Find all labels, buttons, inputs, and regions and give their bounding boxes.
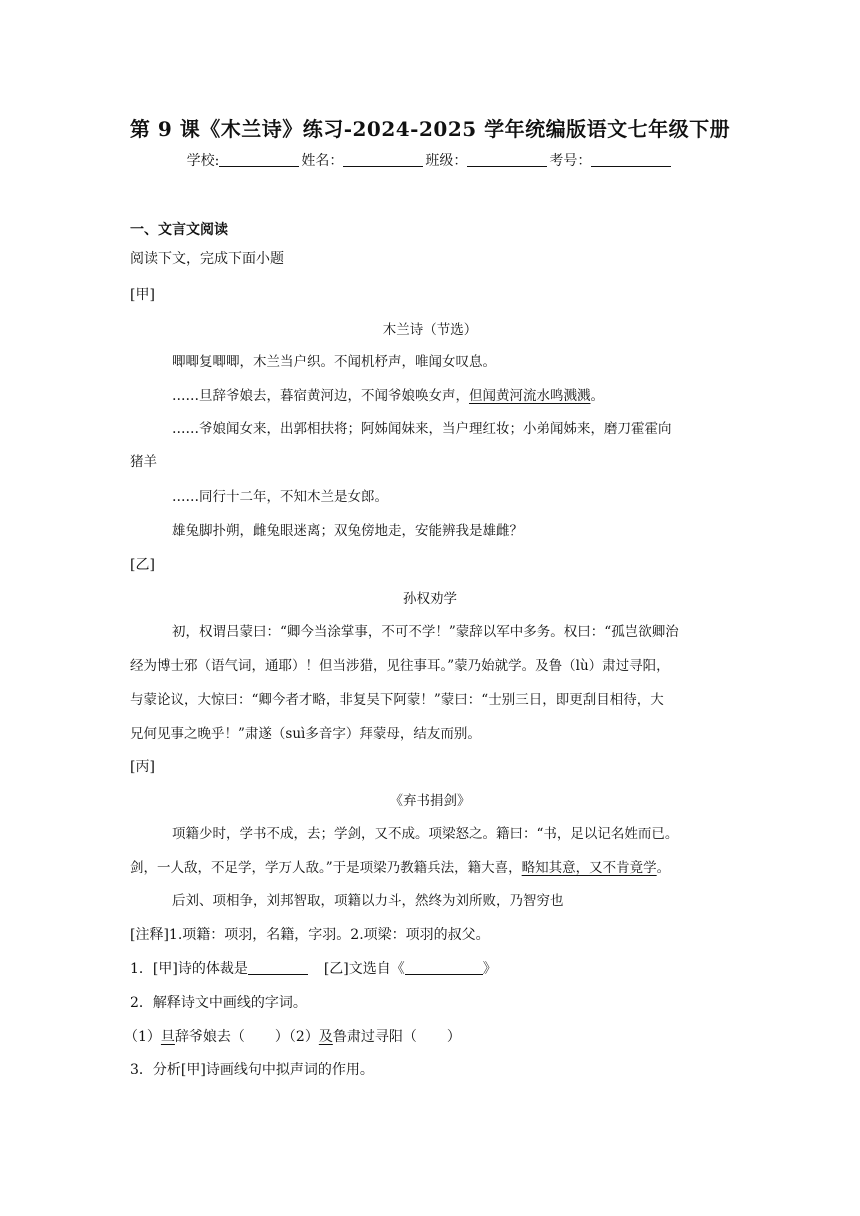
prose-line: 经为博士邪（语气词，通耶）！但当涉猎，见往事耳。”蒙乃始就学。及鲁（lù）肃过寻阳， (130, 658, 670, 674)
prose-line: 项籍少时，学书不成，去；学剑，又不成。项梁怒之。籍曰：“书，足以记名姓而已。 (172, 826, 679, 842)
passage-bing-title: 《弃书捐剑》 (389, 793, 471, 809)
poem-text: 。 (590, 388, 604, 404)
poem-line: ……同行十二年，不知木兰是女郎。 (172, 489, 388, 505)
section-heading: 一、文言文阅读 (130, 222, 228, 238)
question-text: ） (446, 1029, 461, 1045)
answer-blank[interactable] (248, 960, 308, 975)
class-label: 班级： (425, 153, 468, 169)
question-text: 辞爷娘去（ (174, 1029, 245, 1045)
answer-blank[interactable] (405, 960, 483, 975)
prose-line: 与蒙论议，大惊曰：“卿今者才略，非复吴下阿蒙！”蒙曰：“士别三日，即更刮目相待，大 (130, 692, 664, 708)
question-2: 2．解释诗文中画线的字词。 (130, 995, 307, 1011)
class-blank[interactable] (467, 152, 547, 167)
school-blank[interactable] (219, 152, 299, 167)
passage-jia-title: 木兰诗（节选） (382, 322, 478, 338)
poem-line: 猪羊 (130, 454, 157, 470)
question-text: （2） (288, 1029, 319, 1045)
section-instruction: 阅读下文，完成下面小题 (130, 251, 284, 267)
question-text: ） (274, 1029, 289, 1045)
question-text: 鲁肃过寻阳（ (332, 1029, 417, 1045)
school-label: 学校: (186, 153, 220, 169)
name-blank[interactable] (343, 152, 423, 167)
question-2-items (124, 1026, 461, 1046)
exam-no-blank[interactable] (591, 152, 671, 167)
poem-line: 雄兔脚扑朔，雌兔眼迷离；双兔傍地走，安能辨我是雄雌？ (172, 523, 523, 539)
question-text: [乙]文选自《 (323, 961, 405, 977)
underlined-word: 旦 (160, 1029, 175, 1045)
prose-line: 兄何见事之晚乎！”肃遂（suì多音字）拜蒙母，结友而别。 (130, 726, 481, 742)
question-text: （1） (124, 1029, 161, 1045)
exam-no-label: 考号： (549, 153, 592, 169)
question-text: 》 (482, 961, 497, 977)
question-1 (130, 958, 497, 978)
passage-bing-marker: [丙] (130, 759, 155, 775)
prose-text: 剑，一人敌，不足学，学万人敌。”于是项梁乃教籍兵法，籍大喜， (130, 860, 522, 876)
question-text: 1．[甲]诗的体裁是 (130, 961, 248, 977)
prose-line: 后刘、项相争，刘邦智取，项籍以力斗，然终为刘所败，乃智穷也 (172, 893, 564, 909)
annotation-note: [注释]1.项籍：项羽，名籍，字羽。2.项梁：项羽的叔父。 (130, 927, 490, 943)
underlined-word: 及 (318, 1029, 333, 1045)
poem-line: ……爷娘闻女来，出郭相扶将；阿姊闻妹来，当户理红妆；小弟闻姊来，磨刀霍霍向 (172, 421, 672, 437)
underlined-sentence: 略知其意，又不肯竟学 (521, 860, 657, 876)
page-title: 第 9 课《木兰诗》练习-2024-2025 学年统编版语文七年级下册 (129, 117, 731, 141)
prose-text: 。 (656, 860, 671, 876)
name-label: 姓名： (301, 153, 344, 169)
question-3: 3．分析[甲]诗画线句中拟声词的作用。 (130, 1062, 374, 1078)
passage-jia-marker: [甲] (130, 287, 155, 303)
poem-text: ……旦辞爷娘去，暮宿黄河边，不闻爷娘唤女声， (172, 388, 469, 404)
student-info-line (0, 150, 860, 170)
poem-line (172, 384, 604, 404)
prose-line (130, 856, 670, 876)
poem-line: 唧唧复唧唧，木兰当户织。不闻机杼声，唯闻女叹息。 (172, 354, 496, 370)
underlined-sentence: 但闻黄河流水鸣溅溅 (469, 388, 591, 404)
passage-yi-title: 孙权劝学 (403, 591, 457, 607)
prose-line: 初，权谓吕蒙曰：“卿今当涂掌事，不可不学！”蒙辞以军中多务。权曰：“孤岂欲卿治 (172, 624, 679, 640)
passage-yi-marker: [乙] (130, 557, 155, 573)
